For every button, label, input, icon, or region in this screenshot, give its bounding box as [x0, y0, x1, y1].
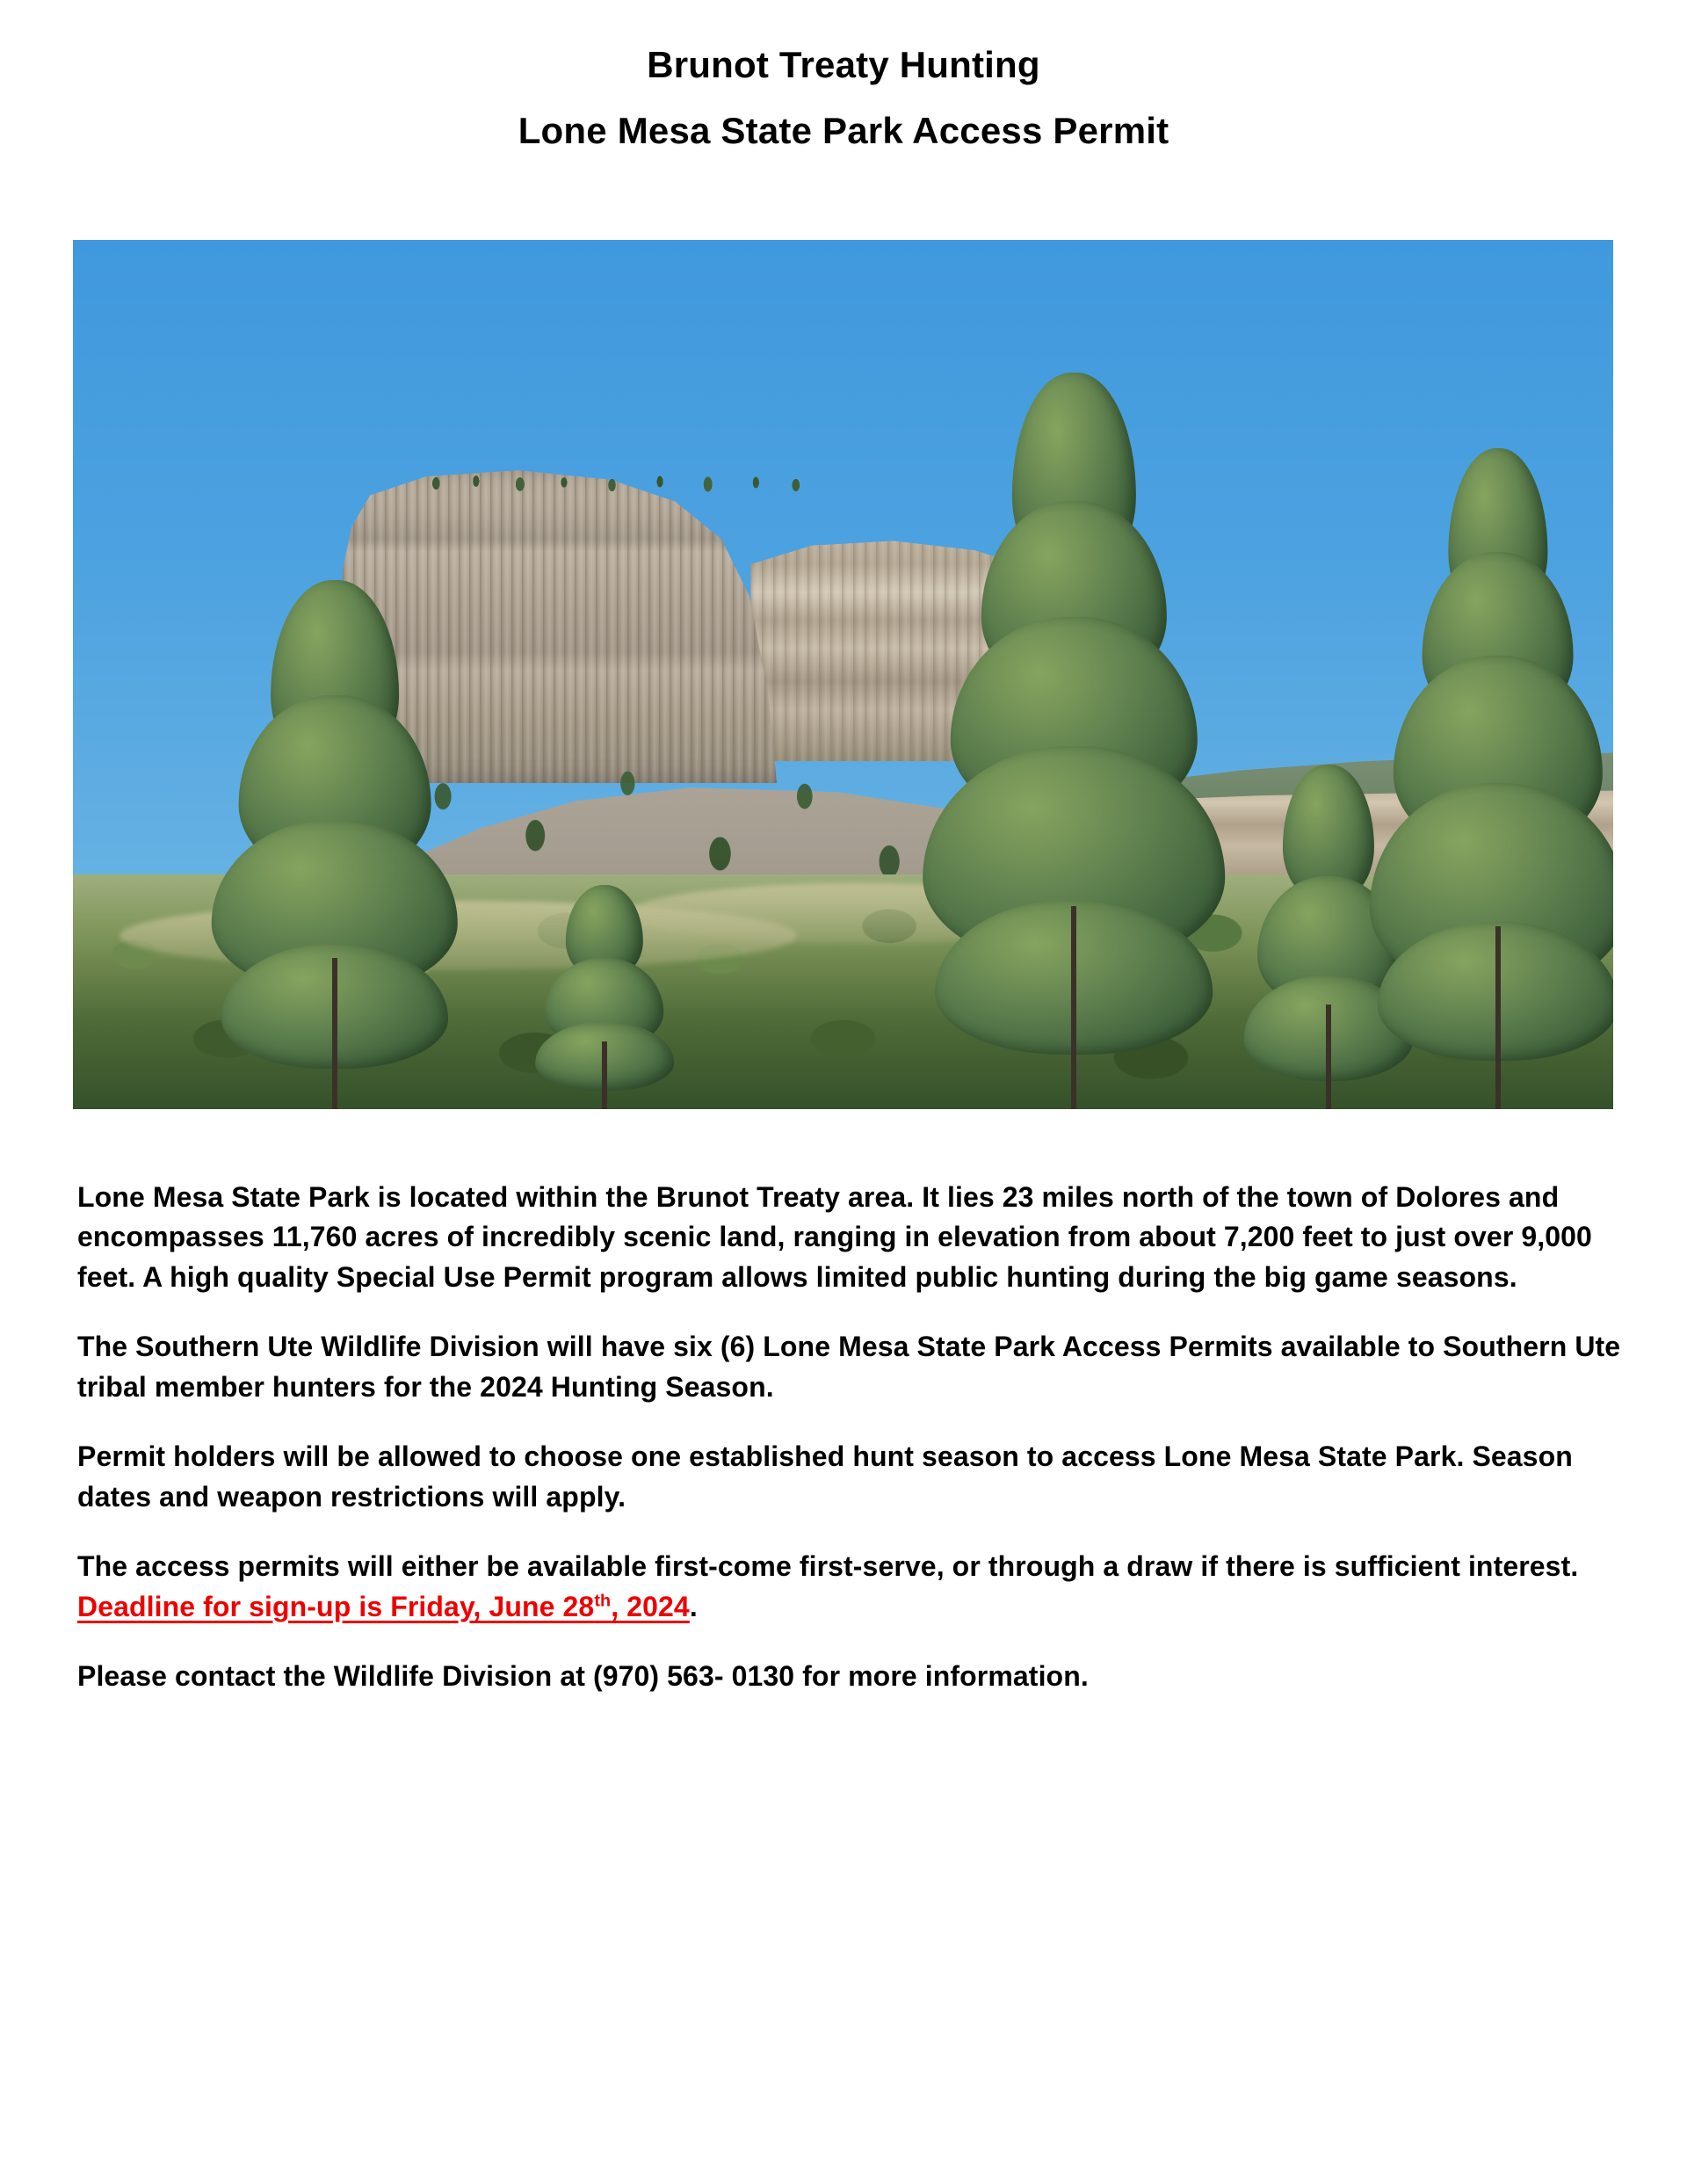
paragraph-season-choice: Permit holders will be allowed to choose one established hunt season to access Lone Mesa State Park. Season dates and weapon restrictions will apply.	[77, 1440, 1573, 1513]
paragraph-availability-deadline	[77, 1547, 1624, 1627]
deadline-highlight	[77, 1591, 690, 1622]
landscape-photo	[73, 240, 1613, 1109]
title-block	[0, 0, 1687, 153]
deadline-trailing-period: .	[689, 1590, 698, 1622]
body-copy	[77, 1178, 1624, 1696]
conifer-trunk	[1326, 1005, 1331, 1109]
conifer-trunk	[1495, 926, 1501, 1109]
page-title-line-2: Lone Mesa State Park Access Permit	[518, 110, 1169, 152]
photo-canvas	[73, 240, 1613, 1109]
conifer-trunk	[332, 958, 337, 1109]
paragraph-contact-info: Please contact the Wildlife Division at (970) 563- 0130 for more information.	[77, 1659, 1089, 1692]
conifer-crown	[1367, 483, 1613, 1061]
deadline-text-after-superscript: , 2024	[611, 1590, 690, 1622]
paragraph-permit-count: The Southern Ute Wildlife Division will have six (6) Lone Mesa State Park Access Permits available to Southern Ute tribal member hunters for the 2024 Hunting Season.	[77, 1331, 1621, 1403]
conifer-trunk	[602, 1041, 607, 1109]
paragraph-park-description: Lone Mesa State Park is located within the Brunot Treaty area. It lies 23 miles north of the town of Dolores and encompasses 11,760 acres of incredibly scenic land, ranging in elevation from about 7,200 feet to just over 9,000 feet. A high quality Special Use Permit program allows limited public hunting during the big game seasons.	[77, 1181, 1592, 1293]
deadline-text-before-superscript: Deadline for sign-up is Friday, June 28	[77, 1590, 595, 1622]
conifer-tree-right-tall	[920, 432, 1228, 1109]
mesa-rim-trees	[412, 457, 813, 500]
availability-lead-text: The access permits will either be available first-come first-serve, or through a draw if there is sufficient interest.	[77, 1550, 1579, 1583]
conifer-tree-left	[212, 605, 458, 1109]
conifer-trunk	[1071, 906, 1076, 1109]
page-title-line-1: Brunot Treaty Hunting	[647, 44, 1040, 85]
conifer-tree-far-right	[1367, 501, 1613, 1109]
conifer-tree-center-small	[535, 883, 674, 1109]
deadline-ordinal-superscript: th	[594, 1590, 612, 1610]
